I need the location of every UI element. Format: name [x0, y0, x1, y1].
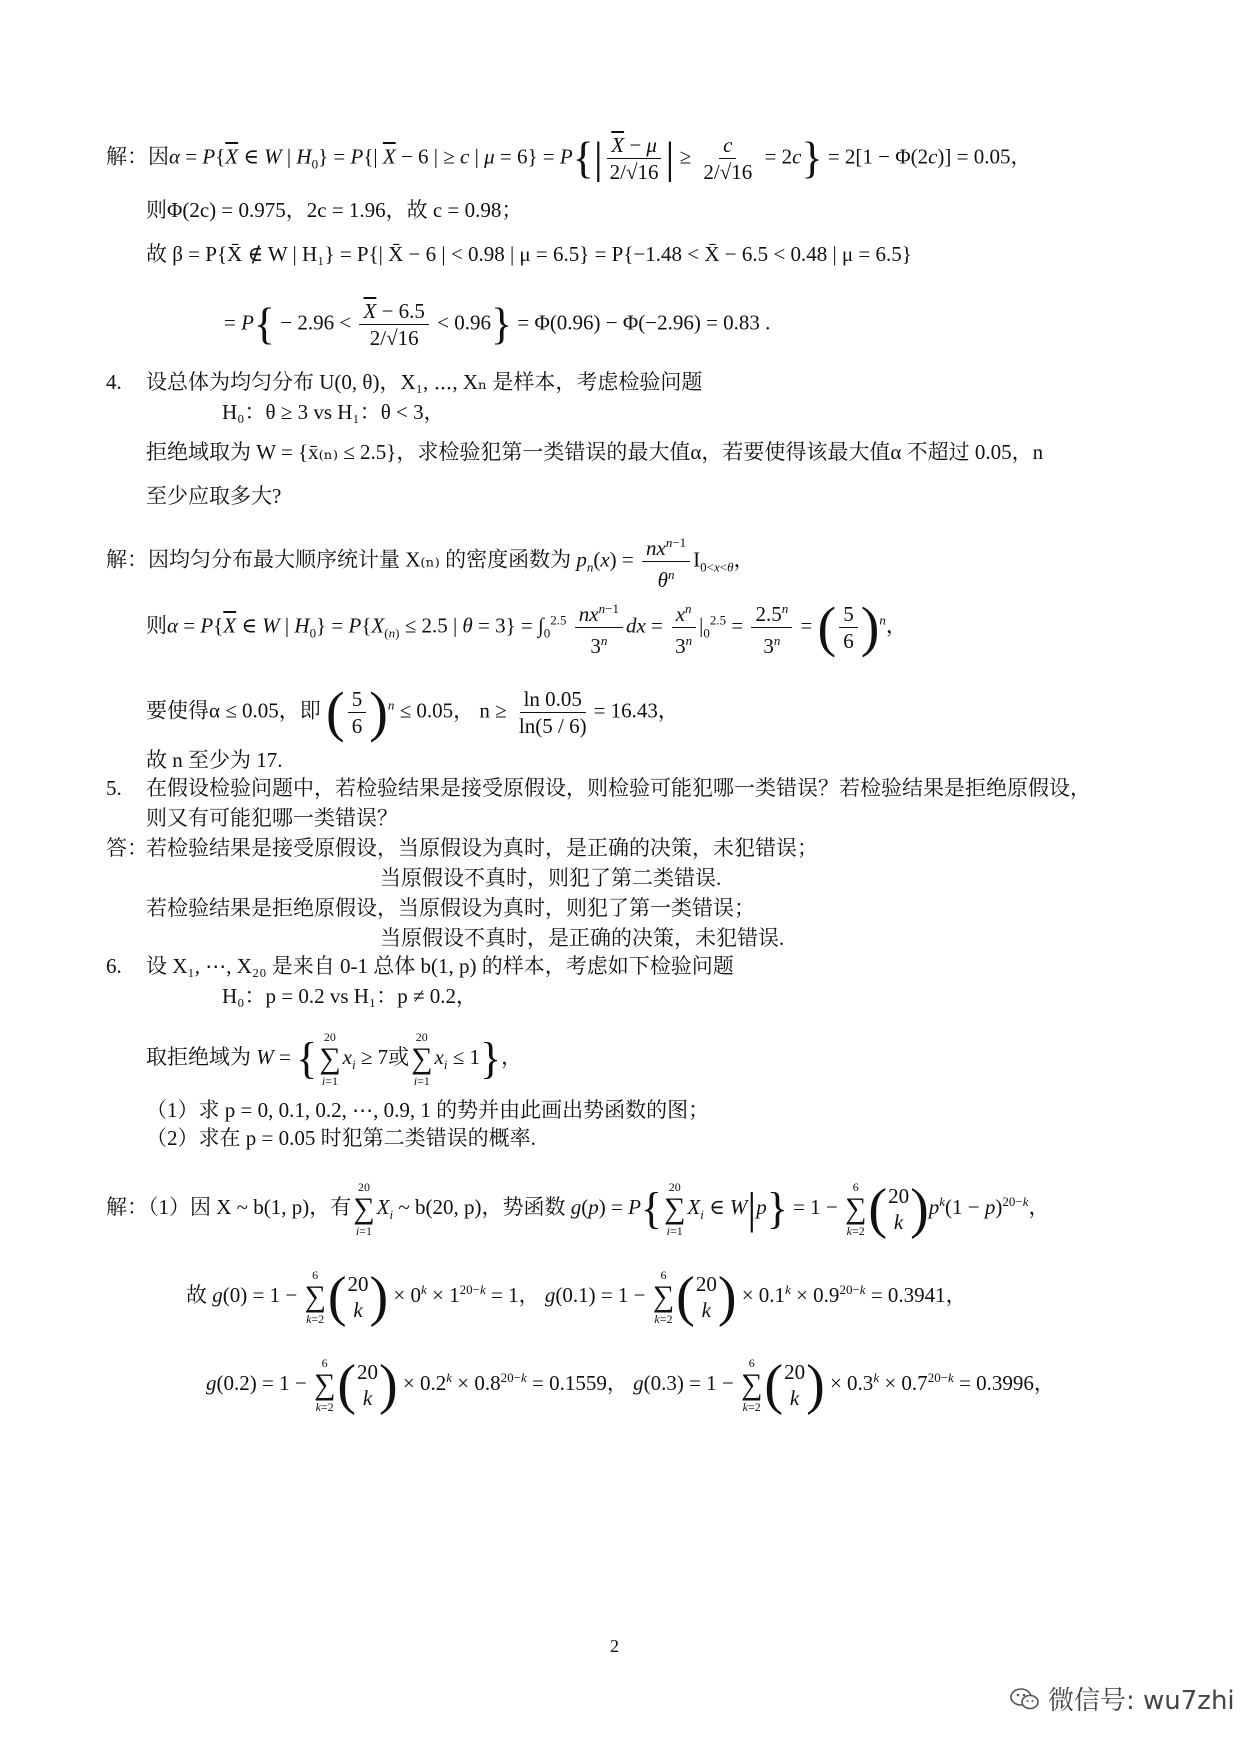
page-number: 2	[610, 1636, 619, 1656]
problem-6-hypothesis: H₀：p = 0.2 vs H₁：p ≠ 0.2，	[222, 984, 478, 1008]
watermark-text: 微信号: wu7zhi	[1048, 1686, 1235, 1716]
solution-6-line-1: 解：（1）因 X ~ b(1, p)，有 20 ∑ i=1 $X_i$ ~ b(20, p)，势函数 g(p) = P{ 20 ∑ i=1 $X_i$ ∈ W|p} = 1 − 6 ∑ k=2 ( 20 k )$p^k(1 - p)^{20-k}$，	[106, 1178, 1050, 1240]
answer-5-line-2: 当原假设不真时，则犯了第二类错误.	[380, 866, 722, 890]
answer-5-label: 答：	[106, 836, 148, 860]
answer-5-line-1: 若检验结果是接受原假设，当原假设为真时，是正确的决策，未犯错误；	[146, 836, 818, 860]
solution-4-conclusion: 故 n 至少为 17.	[146, 748, 283, 772]
watermark	[1010, 1680, 1235, 1717]
solution-6-g0-g01: 故 g(0) = 1 − 6 ∑ k=2 ( 20 k ) × $0^k \times 1^{20-k} = 1$， g(0.1) = 1 − 6 ∑ k=2 ( 20 k ) × $0.1^k \times 0.9^{20-k} = 0.3941$，	[186, 1266, 967, 1328]
solution-3-line-1: 解：因$\alpha = P\{\overline{X}$ ∈ W | $H_0\} = P\{|$ $\overline{X} - 6$ | ≥ c | μ = 6} = P{| $\frac{\overline{X} - \mu}{2/√16}$ | ≥ $\frac{c}{2/√16}$ = 2c} = 2[1 − Φ(2c)] = 0.05，	[106, 133, 1032, 184]
answer-5-line-3: 若检验结果是拒绝原假设，当原假设为真时，则犯了第一类错误；	[146, 896, 755, 920]
solution-4-alpha: 则$\alpha = P\{\overline{X}$ ∈ W | $H_0\} = P\{X_{(n)} \le 2.5$ | $\theta = 3\} = \int_0^{2.5}$ $\frac{nx^{n-1}}{3^n}$ dx = $\frac{x^n}{3^n}$ $|_0^{2.5}$ = $\frac{2.5^n}{3^n}$ = ( $\frac{5}{6}$ )$^n$，	[146, 596, 907, 659]
problem-4-region-a: 拒绝域取为 W = {x̄₍ₙ₎ ≤ 2.5}，求检验犯第一类错误的最大值α，若要使得该最大值α 不超过 0.05，n	[146, 440, 1044, 464]
solution-3-beta-line: 故 β = P{X̄ ∉ W | H₁} = P{| X̄ − 6 | < 0.98 | μ = 6.5} = P{−1.48 < X̄ − 6.5 < 0.48 | μ = 6.5}	[146, 242, 912, 266]
problem-5-line-1: 在假设检验问题中，若检验结果是接受原假设，则检验可能犯哪一类错误？若检验结果是拒绝原假设，	[146, 776, 1091, 800]
answer-5-line-4: 当原假设不真时，是正确的决策，未犯错误.	[380, 926, 785, 950]
problem-6-q2: （2）求在 p = 0.05 时犯第二类错误的概率.	[146, 1126, 536, 1150]
problem-6-number: 6.	[106, 954, 122, 978]
problem-5-number: 5.	[106, 776, 122, 800]
solution-6-g02-g03: g(0.2) = 1 − 6 ∑ k=2 ( 20 k ) × $0.2^k \times 0.8^{20-k} = 0.1559$， g(0.3) = 1 − 6 ∑ k=2 ( 20 k ) × $0.3^k \times 0.7^{20-k} = 0.3996$，	[206, 1354, 1055, 1416]
problem-4-hypothesis: H₀：θ ≥ 3 vs H₁：θ < 3，	[222, 400, 445, 424]
solution-3-then: 则Φ(2c) = 0.975，2c = 1.96，故 c = 0.98；	[146, 198, 523, 222]
problem-6-region: 取拒绝域为 W = { 20 ∑ i=1 $x_i \ge 7$或 20 ∑ i=1 $x_i \le 1$}，	[146, 1030, 523, 1088]
problem-4-region-b: 至少应取多大?	[146, 484, 282, 508]
solution-4-require: 要使得α ≤ 0.05，即 ( $\frac{5}{6}$ )$^n$ ≤ 0.05， n ≥ $\frac{\ln 0.05}{\ln(5 / 6)}$ = 16.43，	[146, 681, 679, 744]
wechat-icon	[1010, 1687, 1040, 1711]
problem-4-text: 设总体为均匀分布 U(0, θ)，X₁, ⋯, Xₙ 是样本，考虑检验问题	[146, 370, 703, 394]
problem-6-q1: （1）求 p = 0, 0.1, 0.2, ⋯, 0.9, 1 的势并由此画出势函数的图；	[146, 1098, 710, 1122]
solution-4-density: 解：因均匀分布最大顺序统计量 X₍ₙ₎ 的密度函数为 $p_n(x)$ = $\frac{nx^{n-1}}{\theta^n}$ $I_{0<x<\theta}$，	[106, 530, 755, 593]
problem-5-line-2: 则又有可能犯哪一类错误？	[146, 806, 398, 830]
problem-4-number: 4.	[106, 370, 122, 394]
problem-6-text: 设 X₁, ⋯, X₂₀ 是来自 0-1 总体 b(1, p) 的样本，考虑如下检验问题	[146, 954, 734, 978]
solution-3-beta-result: = P{ − 2.96 < $\frac{\overline{X} - 6.5}{2/√16}$ < 0.96} = Φ(0.96) − Φ(−2.96) = 0.83 .	[224, 299, 771, 350]
